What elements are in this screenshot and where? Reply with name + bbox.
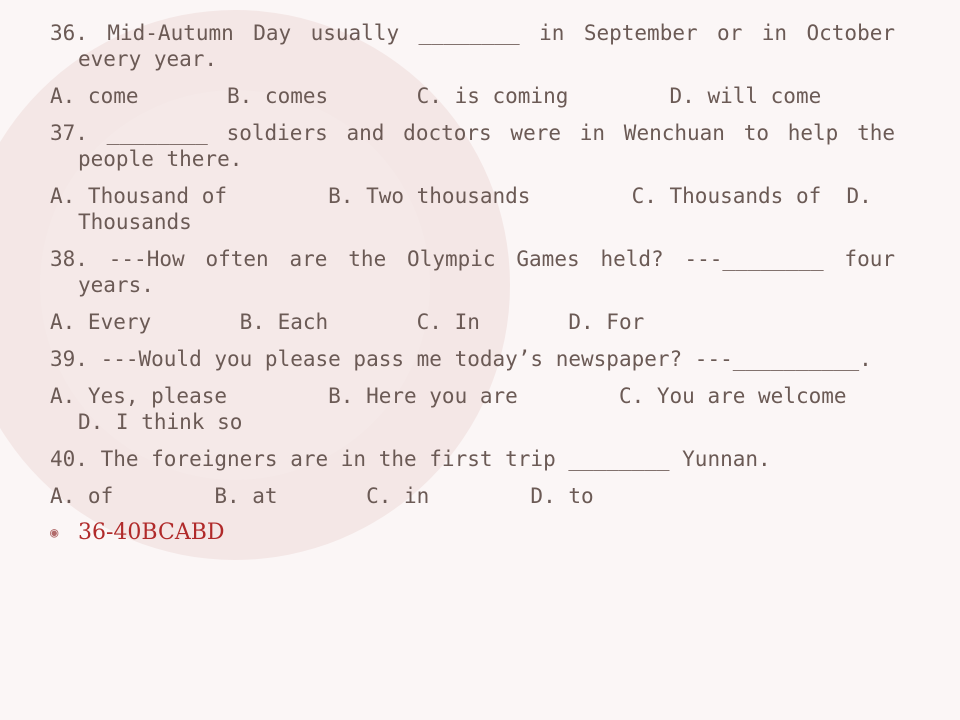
circle-dot-icon: ◉ <box>50 525 59 541</box>
question-37 <box>50 120 895 172</box>
quiz-content <box>50 20 895 546</box>
question-stem: 40. The foreigners are in the first trip ________ Yunnan. <box>50 447 771 471</box>
question-40 <box>50 446 895 472</box>
question-options: A. Every B. Each C. In D. For <box>50 310 645 334</box>
answer-text: 36-40BCABD <box>78 520 225 545</box>
question-stem: 37. ________ soldiers and doctors were in Wenchuan to help the people there. <box>50 121 895 171</box>
answer-key <box>50 520 895 546</box>
question-options: A. Yes, please B. Here you are C. You are welcome D. I think so <box>50 384 872 434</box>
question-38 <box>50 246 895 298</box>
question-options: A. of B. at C. in D. to <box>50 484 594 508</box>
question-stem: 36. Mid-Autumn Day usually ________ in September or in October every year. <box>50 21 895 71</box>
question-39 <box>50 346 895 372</box>
question-36 <box>50 20 895 72</box>
question-options: A. Thousand of B. Two thousands C. Thousands of D. Thousands <box>50 184 885 234</box>
question-options: A. come B. comes C. is coming D. will come <box>50 84 822 108</box>
question-stem: 38. ---How often are the Olympic Games held? ---________ four years. <box>50 247 895 297</box>
question-stem: 39. ---Would you please pass me today’s newspaper? ---__________. <box>50 347 872 371</box>
